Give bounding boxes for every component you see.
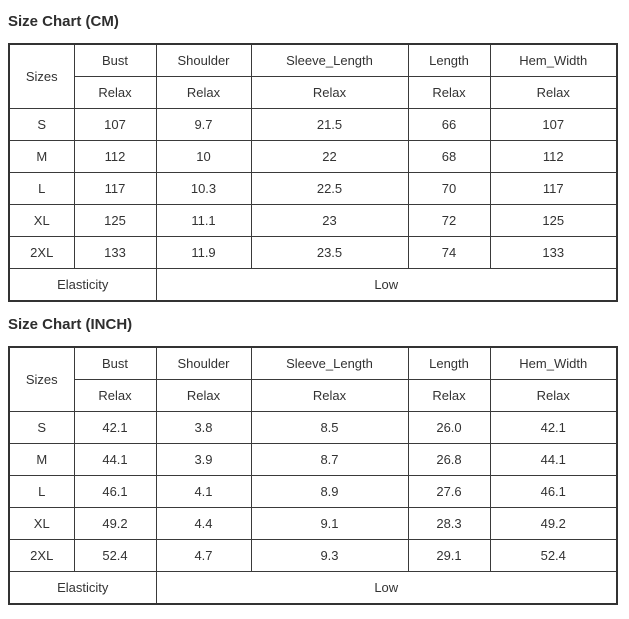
size-label-cell: S — [9, 109, 74, 141]
size-chart-inch-title: Size Chart (INCH) — [8, 316, 133, 333]
size-label-cell: 2XL — [9, 237, 74, 269]
data-cell: 21.5 — [251, 109, 408, 141]
data-cell: 9.7 — [156, 109, 251, 141]
subheader-cell: Relax — [490, 77, 617, 109]
header-row-measurements — [9, 347, 617, 380]
data-cell: 66 — [408, 109, 490, 141]
data-cell: 23.5 — [251, 237, 408, 269]
data-cell: 74 — [408, 237, 490, 269]
data-cell: 107 — [490, 109, 617, 141]
data-cell: 9.1 — [251, 508, 408, 540]
table-row — [9, 476, 617, 508]
size-label-cell: L — [9, 476, 74, 508]
data-cell: 46.1 — [74, 476, 156, 508]
data-cell: 4.4 — [156, 508, 251, 540]
data-cell: 133 — [74, 237, 156, 269]
subheader-cell: Relax — [251, 380, 408, 412]
data-cell: 125 — [74, 205, 156, 237]
table-row — [9, 173, 617, 205]
data-cell: 27.6 — [408, 476, 490, 508]
column-header-sleeve-length: Sleeve_Length — [251, 347, 408, 380]
column-header-shoulder: Shoulder — [156, 347, 251, 380]
data-cell: 42.1 — [74, 412, 156, 444]
table-row — [9, 508, 617, 540]
data-cell: 52.4 — [74, 540, 156, 572]
data-cell: 117 — [74, 173, 156, 205]
data-cell: 23 — [251, 205, 408, 237]
data-cell: 133 — [490, 237, 617, 269]
size-chart-inch-section — [8, 316, 616, 605]
corner-cell-sizes: Sizes — [9, 347, 74, 412]
column-header-length: Length — [408, 44, 490, 77]
elasticity-value-cell: Low — [156, 572, 617, 605]
data-cell: 107 — [74, 109, 156, 141]
table-row — [9, 109, 617, 141]
data-cell: 49.2 — [74, 508, 156, 540]
table-row — [9, 412, 617, 444]
data-cell: 42.1 — [490, 412, 617, 444]
data-cell: 125 — [490, 205, 617, 237]
header-row-fit — [9, 380, 617, 412]
corner-cell-sizes: Sizes — [9, 44, 74, 109]
column-header-hem-width: Hem_Width — [490, 44, 617, 77]
table-row — [9, 141, 617, 173]
data-cell: 29.1 — [408, 540, 490, 572]
elasticity-row — [9, 269, 617, 302]
data-cell: 52.4 — [490, 540, 617, 572]
size-label-cell: M — [9, 141, 74, 173]
subheader-cell: Relax — [408, 77, 490, 109]
data-cell: 8.7 — [251, 444, 408, 476]
header-row-fit — [9, 77, 617, 109]
column-header-bust: Bust — [74, 347, 156, 380]
size-chart-cm-section — [8, 13, 616, 302]
column-header-bust: Bust — [74, 44, 156, 77]
data-cell: 8.5 — [251, 412, 408, 444]
elasticity-label-cell: Elasticity — [9, 269, 156, 302]
data-cell: 46.1 — [490, 476, 617, 508]
data-cell: 10.3 — [156, 173, 251, 205]
data-cell: 44.1 — [74, 444, 156, 476]
data-cell: 70 — [408, 173, 490, 205]
data-cell: 3.9 — [156, 444, 251, 476]
table-row — [9, 540, 617, 572]
data-cell: 49.2 — [490, 508, 617, 540]
data-cell: 9.3 — [251, 540, 408, 572]
data-cell: 8.9 — [251, 476, 408, 508]
table-row — [9, 237, 617, 269]
data-cell: 22 — [251, 141, 408, 173]
data-cell: 4.7 — [156, 540, 251, 572]
data-cell: 10 — [156, 141, 251, 173]
size-label-cell: XL — [9, 508, 74, 540]
column-header-length: Length — [408, 347, 490, 380]
column-header-shoulder: Shoulder — [156, 44, 251, 77]
data-cell: 11.1 — [156, 205, 251, 237]
size-label-cell: S — [9, 412, 74, 444]
size-label-cell: 2XL — [9, 540, 74, 572]
data-cell: 28.3 — [408, 508, 490, 540]
size-chart-inch-table — [8, 346, 618, 605]
data-cell: 112 — [490, 141, 617, 173]
size-label-cell: L — [9, 173, 74, 205]
subheader-cell: Relax — [74, 380, 156, 412]
data-cell: 22.5 — [251, 173, 408, 205]
data-cell: 26.0 — [408, 412, 490, 444]
table-row — [9, 444, 617, 476]
elasticity-label-cell: Elasticity — [9, 572, 156, 605]
header-row-measurements — [9, 44, 617, 77]
column-header-hem-width: Hem_Width — [490, 347, 617, 380]
subheader-cell: Relax — [251, 77, 408, 109]
data-cell: 72 — [408, 205, 490, 237]
data-cell: 4.1 — [156, 476, 251, 508]
data-cell: 117 — [490, 173, 617, 205]
data-cell: 44.1 — [490, 444, 617, 476]
column-header-sleeve-length: Sleeve_Length — [251, 44, 408, 77]
data-cell: 68 — [408, 141, 490, 173]
subheader-cell: Relax — [408, 380, 490, 412]
data-cell: 112 — [74, 141, 156, 173]
size-chart-cm-title: Size Chart (CM) — [8, 13, 119, 30]
data-cell: 3.8 — [156, 412, 251, 444]
size-chart-cm-table — [8, 43, 618, 302]
subheader-cell: Relax — [156, 77, 251, 109]
data-cell: 11.9 — [156, 237, 251, 269]
table-row — [9, 205, 617, 237]
elasticity-row — [9, 572, 617, 605]
subheader-cell: Relax — [74, 77, 156, 109]
size-label-cell: XL — [9, 205, 74, 237]
elasticity-value-cell: Low — [156, 269, 617, 302]
subheader-cell: Relax — [490, 380, 617, 412]
subheader-cell: Relax — [156, 380, 251, 412]
size-label-cell: M — [9, 444, 74, 476]
data-cell: 26.8 — [408, 444, 490, 476]
